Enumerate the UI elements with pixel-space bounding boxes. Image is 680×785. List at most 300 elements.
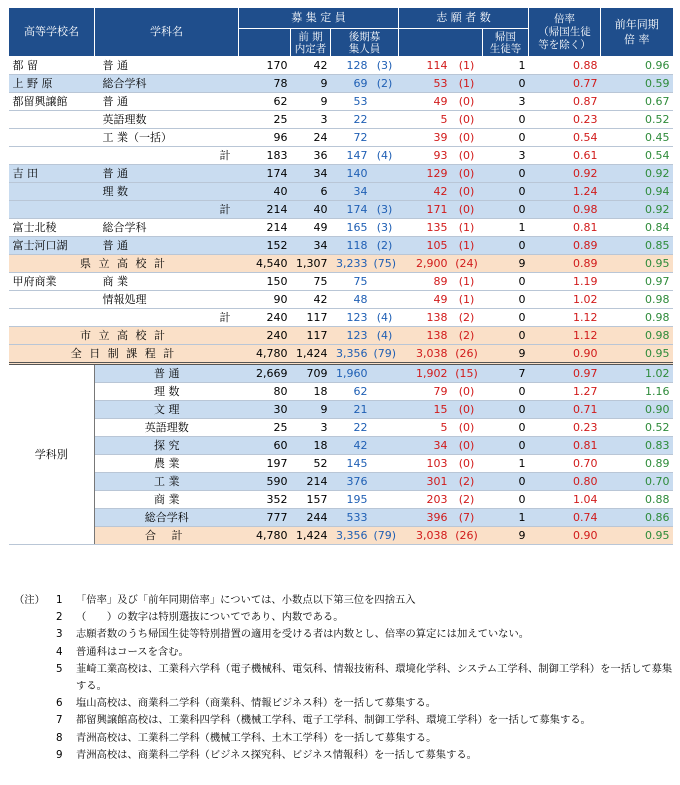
returnee-cell: 0 — [483, 75, 529, 93]
note-prefix — [14, 730, 56, 747]
applicants-special-cell: (0) — [451, 183, 483, 201]
returnee-cell: 1 — [483, 57, 529, 75]
note-number: 3 — [56, 628, 63, 641]
dept-name — [95, 147, 165, 165]
applicants-cell: 301 — [399, 473, 451, 491]
capacity-cell: 40 — [239, 183, 291, 201]
capacity-cell: 170 — [239, 57, 291, 75]
note-number: 2 — [56, 611, 63, 624]
early-cell: 244 — [291, 509, 331, 527]
dept-name: 総合学科 — [95, 75, 165, 93]
late-cell: 62 — [331, 383, 371, 401]
late-cell: 123 — [331, 309, 371, 327]
ratio-cell: 1.02 — [529, 291, 601, 309]
prev-ratio-cell: 0.94 — [601, 183, 673, 201]
dept-name: 英語理数 — [95, 419, 239, 437]
early-cell: 6 — [291, 183, 331, 201]
note-number: 6 — [56, 697, 63, 710]
note-number: 4 — [56, 645, 63, 658]
late-special-cell: (75) — [371, 255, 399, 273]
dept-name — [95, 201, 165, 219]
ratio-cell: 1.12 — [529, 327, 601, 345]
table-row — [9, 129, 673, 147]
applicants-special-cell: (24) — [451, 255, 483, 273]
early-cell: 157 — [291, 491, 331, 509]
returnee-cell: 1 — [483, 509, 529, 527]
ratio-cell: 0.89 — [529, 255, 601, 273]
early-cell: 9 — [291, 401, 331, 419]
note-item — [14, 644, 674, 661]
returnee-cell: 9 — [483, 345, 529, 364]
returnee-cell: 0 — [483, 129, 529, 147]
applicants-cell: 135 — [399, 219, 451, 237]
dept-name: 商 業 — [95, 273, 165, 291]
applicants-cell: 15 — [399, 401, 451, 419]
late-cell: 34 — [331, 183, 371, 201]
late-special-cell: (3) — [371, 219, 399, 237]
capacity-cell: 590 — [239, 473, 291, 491]
note-prefix — [14, 609, 56, 626]
ratio-cell: 0.80 — [529, 473, 601, 491]
capacity-cell: 96 — [239, 129, 291, 147]
applicants-special-cell: (26) — [451, 345, 483, 364]
note-item — [14, 626, 674, 643]
table-row — [9, 237, 673, 255]
returnee-cell: 3 — [483, 93, 529, 111]
returnee-cell: 0 — [483, 183, 529, 201]
table-row — [9, 255, 673, 273]
ratio-cell: 1.19 — [529, 273, 601, 291]
capacity-cell: 174 — [239, 165, 291, 183]
dept-name: 探 究 — [95, 437, 239, 455]
ratio-cell: 0.97 — [529, 364, 601, 383]
early-cell: 42 — [291, 291, 331, 309]
total-label: 合 計 — [95, 527, 239, 545]
dept-name — [95, 309, 165, 327]
dept-name: 商 業 — [95, 491, 239, 509]
prev-ratio-cell: 0.52 — [601, 419, 673, 437]
note-number: 5 — [56, 662, 63, 675]
late-cell: 72 — [331, 129, 371, 147]
ratio-cell: 1.27 — [529, 383, 601, 401]
school-name: 都 留 — [9, 57, 95, 75]
prev-ratio-cell: 0.95 — [601, 345, 673, 364]
late-cell: 165 — [331, 219, 371, 237]
dept-name: 理 数 — [95, 383, 239, 401]
ratio-cell: 0.90 — [529, 345, 601, 364]
returnee-cell: 0 — [483, 327, 529, 345]
applicants-special-cell: (26) — [451, 527, 483, 545]
returnee-cell: 3 — [483, 147, 529, 165]
note-text: 韮崎工業高校は、工業科六学科（電子機械科、電気科、情報技術科、環境化学科、システム工学科、制御工学科）を一括して募集する。 — [76, 662, 673, 693]
ratio-cell: 0.88 — [529, 57, 601, 75]
returnee-cell: 0 — [483, 291, 529, 309]
dept-name: 工 業 — [95, 473, 239, 491]
ratio-cell: 0.74 — [529, 509, 601, 527]
header-prev-ratio: 前年同期 倍 率 — [601, 8, 673, 57]
late-special-cell — [371, 437, 399, 455]
applicants-cell: 3,038 — [399, 527, 451, 545]
late-special-cell — [371, 93, 399, 111]
capacity-cell: 30 — [239, 401, 291, 419]
applicants-special-cell: (0) — [451, 129, 483, 147]
early-cell: 52 — [291, 455, 331, 473]
table-row — [9, 273, 673, 291]
bydept-label: 学科別 — [9, 364, 95, 545]
early-cell: 1,424 — [291, 345, 331, 364]
note-item — [14, 712, 674, 729]
note-item — [14, 747, 674, 764]
note-text: 都留興譲館高校は、工業科四学科（機械工学科、電子工学科、制御工学科、環境工学科）を一括して募集する。 — [76, 714, 591, 727]
note-prefix — [14, 644, 56, 661]
early-cell: 1,424 — [291, 527, 331, 545]
early-cell: 40 — [291, 201, 331, 219]
applicants-special-cell: (7) — [451, 509, 483, 527]
school-name — [9, 129, 95, 147]
prev-ratio-cell: 0.95 — [601, 255, 673, 273]
prev-ratio-cell: 0.70 — [601, 473, 673, 491]
early-cell: 9 — [291, 93, 331, 111]
returnee-cell: 0 — [483, 309, 529, 327]
applicants-special-cell: (1) — [451, 57, 483, 75]
table-row — [9, 509, 673, 527]
late-special-cell — [371, 401, 399, 419]
returnee-cell: 7 — [483, 364, 529, 383]
dept-name: 工 業（一括） — [95, 129, 165, 147]
ratio-cell: 0.23 — [529, 111, 601, 129]
late-special-cell: (79) — [371, 527, 399, 545]
ratio-cell: 0.89 — [529, 237, 601, 255]
ratio-cell: 0.81 — [529, 437, 601, 455]
header-ratio: 倍率 （帰国生徒 等を除く） — [529, 8, 601, 57]
capacity-cell: 60 — [239, 437, 291, 455]
applicants-special-cell: (1) — [451, 219, 483, 237]
applicants-cell: 103 — [399, 455, 451, 473]
header-late: 後期募 集人員 — [331, 29, 399, 57]
returnee-cell: 1 — [483, 219, 529, 237]
table-row — [9, 419, 673, 437]
applicants-special-cell: (0) — [451, 401, 483, 419]
applicants-cell: 5 — [399, 419, 451, 437]
enrollment-table — [8, 8, 673, 545]
prev-ratio-cell: 0.96 — [601, 57, 673, 75]
school-name — [9, 183, 95, 201]
early-cell: 214 — [291, 473, 331, 491]
capacity-cell: 80 — [239, 383, 291, 401]
note-prefix — [14, 712, 56, 729]
ratio-cell: 1.12 — [529, 309, 601, 327]
early-cell: 3 — [291, 111, 331, 129]
late-special-cell — [371, 183, 399, 201]
applicants-cell: 49 — [399, 93, 451, 111]
capacity-cell: 4,540 — [239, 255, 291, 273]
note-number: 1 — [56, 594, 63, 606]
dept-name: 理 数 — [95, 183, 165, 201]
prev-ratio-cell: 0.88 — [601, 491, 673, 509]
applicants-special-cell: (2) — [451, 309, 483, 327]
note-prefix — [14, 695, 56, 712]
ratio-cell: 0.23 — [529, 419, 601, 437]
applicants-cell: 129 — [399, 165, 451, 183]
late-special-cell — [371, 383, 399, 401]
table-row — [9, 291, 673, 309]
prev-ratio-cell: 0.85 — [601, 237, 673, 255]
prev-ratio-cell: 0.98 — [601, 327, 673, 345]
capacity-cell: 214 — [239, 201, 291, 219]
table-row — [9, 383, 673, 401]
prev-ratio-cell: 0.89 — [601, 455, 673, 473]
applicants-cell: 42 — [399, 183, 451, 201]
applicants-cell: 114 — [399, 57, 451, 75]
capacity-cell: 152 — [239, 237, 291, 255]
ratio-cell: 0.90 — [529, 527, 601, 545]
early-cell: 34 — [291, 237, 331, 255]
note-item — [14, 661, 674, 695]
table-row — [9, 437, 673, 455]
late-special-cell: (2) — [371, 75, 399, 93]
subtotal-label: 計 — [165, 201, 239, 219]
capacity-cell: 352 — [239, 491, 291, 509]
applicants-cell: 34 — [399, 437, 451, 455]
table-row — [9, 219, 673, 237]
applicants-special-cell: (0) — [451, 419, 483, 437]
subtotal-label — [165, 291, 239, 309]
prev-ratio-cell: 1.16 — [601, 383, 673, 401]
ratio-cell: 0.92 — [529, 165, 601, 183]
applicants-cell: 53 — [399, 75, 451, 93]
late-cell: 48 — [331, 291, 371, 309]
prev-ratio-cell: 0.59 — [601, 75, 673, 93]
early-cell: 18 — [291, 383, 331, 401]
late-special-cell — [371, 273, 399, 291]
late-cell: 145 — [331, 455, 371, 473]
late-cell: 53 — [331, 93, 371, 111]
table-row — [9, 75, 673, 93]
applicants-special-cell: (2) — [451, 491, 483, 509]
subtotal-label — [165, 75, 239, 93]
late-cell: 174 — [331, 201, 371, 219]
prev-ratio-cell: 0.45 — [601, 129, 673, 147]
applicants-special-cell: (0) — [451, 201, 483, 219]
school-name — [9, 291, 95, 309]
dept-name: 英語理数 — [95, 111, 165, 129]
late-special-cell: (2) — [371, 237, 399, 255]
note-text: 志願者数のうち帰国生徒等特別措置の適用を受ける者は内数とし、倍率の算定には加えていない。 — [76, 628, 530, 641]
subtotal-label — [165, 57, 239, 75]
capacity-cell: 240 — [239, 309, 291, 327]
subtotal-label — [165, 273, 239, 291]
table-row — [9, 183, 673, 201]
applicants-cell: 105 — [399, 237, 451, 255]
ratio-cell: 0.81 — [529, 219, 601, 237]
late-cell: 118 — [331, 237, 371, 255]
table-row — [9, 165, 673, 183]
late-special-cell: (4) — [371, 147, 399, 165]
note-number: 7 — [56, 714, 63, 727]
applicants-special-cell: (0) — [451, 165, 483, 183]
applicants-special-cell: (0) — [451, 455, 483, 473]
returnee-cell: 0 — [483, 383, 529, 401]
late-special-cell — [371, 165, 399, 183]
returnee-cell: 9 — [483, 255, 529, 273]
capacity-cell: 240 — [239, 327, 291, 345]
table-row — [9, 364, 673, 383]
returnee-cell: 0 — [483, 491, 529, 509]
capacity-cell: 78 — [239, 75, 291, 93]
dept-name: 普 通 — [95, 57, 165, 75]
ratio-cell: 0.54 — [529, 129, 601, 147]
dept-name: 普 通 — [95, 93, 165, 111]
late-special-cell — [371, 111, 399, 129]
returnee-cell: 0 — [483, 273, 529, 291]
late-cell: 140 — [331, 165, 371, 183]
early-cell: 3 — [291, 419, 331, 437]
applicants-cell: 138 — [399, 327, 451, 345]
table-row — [9, 309, 673, 327]
dept-name: 総合学科 — [95, 509, 239, 527]
early-cell: 36 — [291, 147, 331, 165]
prev-ratio-cell: 0.98 — [601, 291, 673, 309]
capacity-cell: 90 — [239, 291, 291, 309]
table-row — [9, 491, 673, 509]
note-prefix: （注） — [14, 594, 45, 606]
late-special-cell — [371, 455, 399, 473]
early-cell: 1,307 — [291, 255, 331, 273]
prev-ratio-cell: 0.95 — [601, 527, 673, 545]
table-row — [9, 111, 673, 129]
total-label: 全 日 制 課 程 計 — [9, 345, 239, 364]
applicants-cell: 2,900 — [399, 255, 451, 273]
applicants-special-cell: (0) — [451, 147, 483, 165]
dept-name: 普 通 — [95, 165, 165, 183]
note-prefix — [14, 626, 56, 643]
prev-ratio-cell: 0.52 — [601, 111, 673, 129]
header-school: 高等学校名 — [9, 8, 95, 57]
late-cell: 1,960 — [331, 364, 371, 383]
note-text: 塩山高校は、商業科二学科（商業科、情報ビジネス科）を一括して募集する。 — [76, 697, 437, 710]
header-capacity: 募 集 定 員 — [239, 8, 399, 29]
returnee-cell: 0 — [483, 437, 529, 455]
header-returnee: 帰国 生徒等 — [483, 29, 529, 57]
prev-ratio-cell: 0.67 — [601, 93, 673, 111]
prev-ratio-cell: 0.84 — [601, 219, 673, 237]
prev-ratio-cell: 0.86 — [601, 509, 673, 527]
table-row — [9, 93, 673, 111]
capacity-cell: 4,780 — [239, 527, 291, 545]
late-special-cell: (79) — [371, 345, 399, 364]
late-cell: 21 — [331, 401, 371, 419]
late-cell: 69 — [331, 75, 371, 93]
early-cell: 24 — [291, 129, 331, 147]
note-item — [14, 695, 674, 712]
subtotal-label — [165, 165, 239, 183]
returnee-cell: 0 — [483, 473, 529, 491]
late-special-cell — [371, 509, 399, 527]
late-cell: 533 — [331, 509, 371, 527]
table-row — [9, 57, 673, 75]
school-name — [9, 147, 95, 165]
ratio-cell: 0.70 — [529, 455, 601, 473]
late-cell: 22 — [331, 419, 371, 437]
late-special-cell — [371, 364, 399, 383]
applicants-special-cell: (0) — [451, 383, 483, 401]
applicants-cell: 5 — [399, 111, 451, 129]
applicants-special-cell: (0) — [451, 111, 483, 129]
late-cell: 3,356 — [331, 345, 371, 364]
capacity-cell: 25 — [239, 419, 291, 437]
subtotal-label — [165, 237, 239, 255]
applicants-cell: 138 — [399, 309, 451, 327]
ratio-cell: 1.24 — [529, 183, 601, 201]
late-special-cell — [371, 491, 399, 509]
school-name — [9, 309, 95, 327]
capacity-cell: 183 — [239, 147, 291, 165]
early-cell: 117 — [291, 309, 331, 327]
early-cell: 75 — [291, 273, 331, 291]
late-special-cell — [371, 291, 399, 309]
table-row — [9, 401, 673, 419]
dept-name: 情報処理 — [95, 291, 165, 309]
ratio-cell: 0.71 — [529, 401, 601, 419]
school-name: 富士北稜 — [9, 219, 95, 237]
total-label: 県 立 高 校 計 — [9, 255, 239, 273]
applicants-cell: 49 — [399, 291, 451, 309]
note-text: 青洲高校は、工業科二学科（機械工学科、土木工学科）を一括して募集する。 — [76, 731, 437, 744]
school-name: 上 野 原 — [9, 75, 95, 93]
late-cell: 128 — [331, 57, 371, 75]
notes — [14, 592, 674, 764]
applicants-cell: 79 — [399, 383, 451, 401]
subtotal-label — [165, 219, 239, 237]
returnee-cell: 1 — [483, 455, 529, 473]
applicants-special-cell: (1) — [451, 75, 483, 93]
note-item — [14, 730, 674, 747]
table-row — [9, 147, 673, 165]
late-cell: 147 — [331, 147, 371, 165]
subtotal-label — [165, 93, 239, 111]
early-cell: 117 — [291, 327, 331, 345]
applicants-special-cell: (1) — [451, 291, 483, 309]
returnee-cell: 0 — [483, 111, 529, 129]
capacity-cell: 214 — [239, 219, 291, 237]
subtotal-label — [165, 183, 239, 201]
early-cell: 9 — [291, 75, 331, 93]
late-cell: 3,356 — [331, 527, 371, 545]
returnee-cell: 0 — [483, 401, 529, 419]
early-cell: 709 — [291, 364, 331, 383]
prev-ratio-cell: 0.98 — [601, 309, 673, 327]
applicants-cell: 89 — [399, 273, 451, 291]
prev-ratio-cell: 0.92 — [601, 165, 673, 183]
subtotal-label — [165, 129, 239, 147]
subtotal-label: 計 — [165, 147, 239, 165]
applicants-special-cell: (2) — [451, 327, 483, 345]
capacity-cell: 197 — [239, 455, 291, 473]
late-cell: 42 — [331, 437, 371, 455]
note-prefix — [14, 661, 56, 695]
prev-ratio-cell: 1.02 — [601, 364, 673, 383]
table-row — [9, 201, 673, 219]
returnee-cell: 0 — [483, 237, 529, 255]
table-row — [9, 455, 673, 473]
table-row — [9, 327, 673, 345]
applicants-cell: 1,902 — [399, 364, 451, 383]
late-cell: 195 — [331, 491, 371, 509]
returnee-cell: 0 — [483, 419, 529, 437]
applicants-special-cell: (1) — [451, 273, 483, 291]
subtotal-label — [165, 111, 239, 129]
late-special-cell: (3) — [371, 57, 399, 75]
